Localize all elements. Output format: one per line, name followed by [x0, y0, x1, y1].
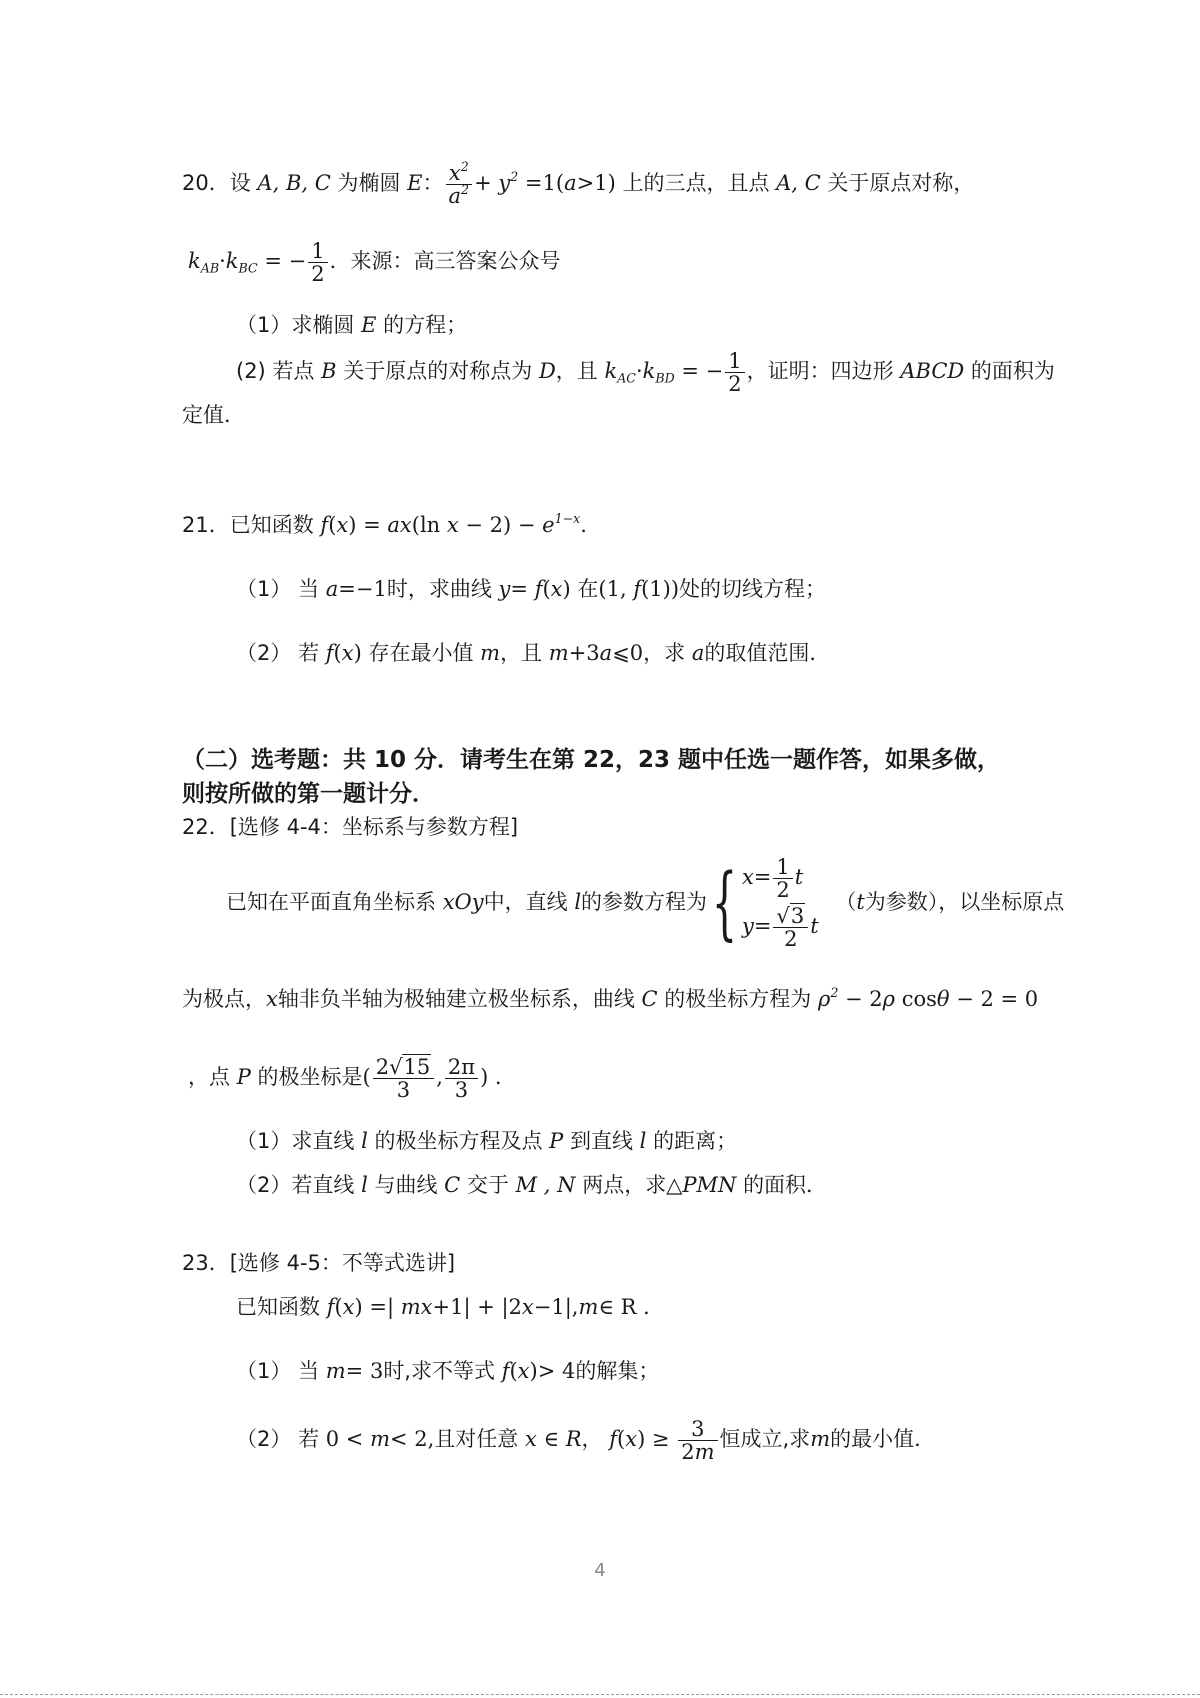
abs-function: f(x) =| mx+1| + |2x−1|,m∈ R [326, 1295, 637, 1319]
q21-number: 21．已知函数 [182, 513, 314, 537]
ellipse-equation: E： $\frac{x^2}{a^2}$ + $y^2 =1(a>1)$ [407, 159, 616, 209]
polar-equation: $\rho^2 - 2\rho$ cosθ − 2 = 0 [817, 985, 1039, 1011]
function-definition: f(x) = ax(ln $x - 2) - e^{1-x}$. [320, 511, 587, 537]
page-bottom-divider [0, 1694, 1200, 1695]
q23-part2: （2） 若 0 < m< 2,且对任意 x ∈ R， f(x) ≥ $\frac{3}{2m}$ 恒成立,求m的最小值． [236, 1417, 936, 1465]
slope-product: $k_{AB}\cdot k_{BC}$ = − $\frac{1}{2}$ [188, 249, 330, 273]
q22-part2: （2）若直线 l 与曲线 C 交于 M , N 两点，求△PMN 的面积． [236, 1173, 828, 1197]
q20-part2: (2) 若点 B 关于原点的对称点为 D，且 $k_{AC}\cdot k_{BD}$ = − $\frac{1}{2}$ ，证明：四边形 ABCD 的面积为 [236, 349, 1055, 397]
q21-part2: （2） 若 f(x) 存在最小值 m，且 m+3a⩽0，求 a的取值范围． [236, 641, 831, 665]
q21-line1 [182, 512, 1200, 538]
q23-header: 23．[选修 4-5：不等式选讲] [182, 1251, 456, 1275]
q22-line2: 为极点，x轴非负半轴为极轴建立极坐标系，曲线 C 的极坐标方程为 $\rho^2 - 2\rho$ cosθ − 2 = 0 [182, 985, 1039, 1011]
inequality: f(x) ≥ $\frac{3}{2m}$ [609, 1427, 719, 1451]
q20-line1: 20．设 A, B, C 为椭圆 E： $\frac{x^2}{a^2}$ + $y^2 =1(a>1)$ 上的三点，且点 A, C 关于原点对称， [182, 159, 975, 209]
left-brace-icon: { [711, 856, 738, 950]
q20-number: 20．设 [182, 171, 251, 196]
q22-header: 22．[选修 4-4：坐标系与参数方程] [182, 815, 519, 839]
slope-product-2: $k_{AC}\cdot k_{BD}$ = − $\frac{1}{2}$ [604, 359, 746, 383]
q22-line3: ，点 P 的极坐标是( $\frac{2√15}{3}$ , $\frac{2\pi}{3}$ ) ． [188, 1055, 516, 1103]
q23-part1: （1） 当 m= 3时,求不等式 f(x)> 4的解集； [236, 1359, 660, 1383]
polar-coordinates: ( $\frac{2√15}{3}$ , $\frac{2\pi}{3}$ ) [362, 1055, 489, 1103]
q20-part2-cont: 定值． [182, 403, 245, 427]
source-note: ．来源：高三答案公众号 [329, 249, 561, 274]
q20-line2 [188, 240, 1200, 285]
optional-section-line1: （二）选考题：共 10 分．请考生在第 22，23 题中任选一题作答，如果多做， [182, 747, 1001, 773]
q23-line1: 已知函数 f(x) =| mx+1| + |2x−1|,m∈ R ． [236, 1295, 665, 1319]
q22-line1: 已知在平面直角坐标系 xOy中，直线 l的参数方程为{ x= $\frac{1}{2}$ t y= $\frac{√3}{2}$ t （t为参数），以坐标原点 [226, 852, 1200, 954]
q21-part1: （1） 当 a=−1时，求曲线 y= f(x) 在(1, f(1))处的切线方程； [236, 577, 827, 601]
q22-part1: （1）求直线 l 的极坐标方程及点 P 到直线 l 的距离； [236, 1129, 738, 1153]
q20-part1: （1）求椭圆 E 的方程； [236, 313, 468, 337]
optional-section-line2: 则按所做的第一题计分． [182, 781, 435, 807]
parametric-system: x= $\frac{1}{2}$ t y= $\frac{√3}{2}$ t [741, 855, 819, 952]
page-number: 4 [594, 1560, 606, 1581]
